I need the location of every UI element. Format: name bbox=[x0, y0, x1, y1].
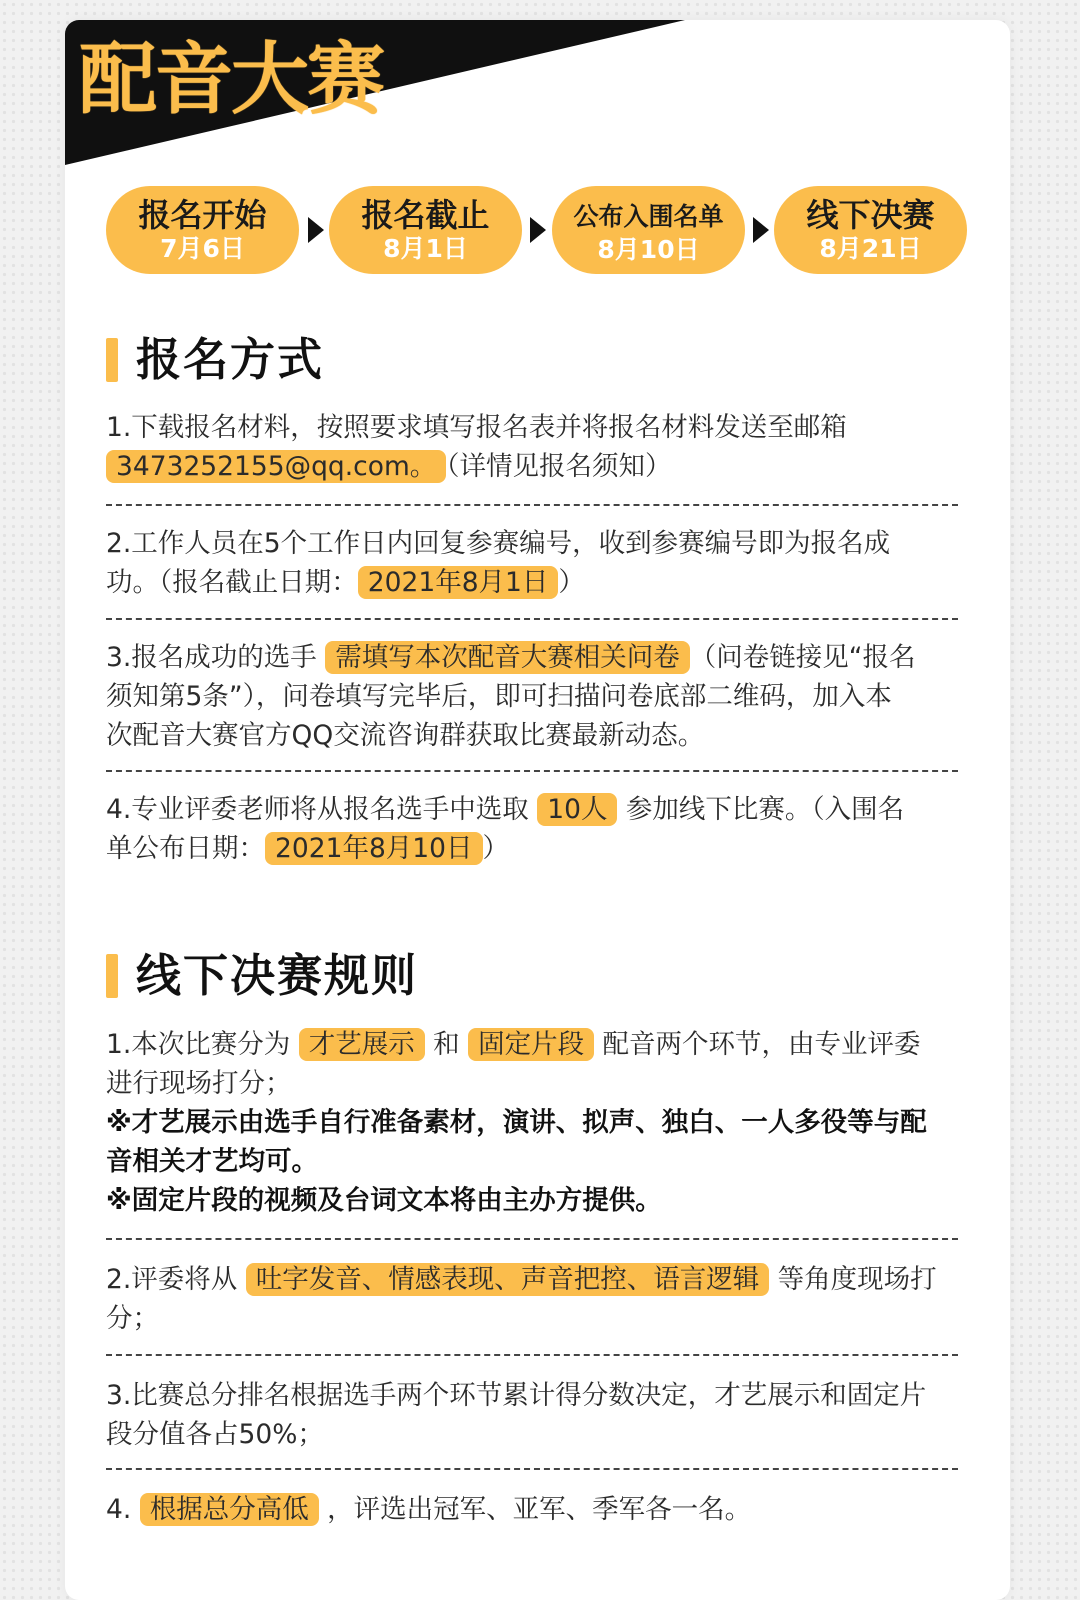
heading-accent-bar bbox=[106, 338, 118, 382]
email-highlight: 3473252155@qq.com。 bbox=[106, 450, 446, 483]
text: 配音两个环节，由专业评委 bbox=[602, 1029, 921, 1060]
talent-highlight: 才艺展示 bbox=[299, 1028, 425, 1061]
text-line: 段分值各占50%； bbox=[106, 1419, 324, 1450]
timeline-label: 报名截止 bbox=[361, 196, 490, 234]
note-line: ※才艺展示由选手自行准备素材，演讲、拟声、独白、一人多役等与配 bbox=[106, 1107, 927, 1138]
text: 3.报名成功的选手 bbox=[106, 642, 317, 673]
heading-text: 线下决赛规则 bbox=[136, 949, 419, 1002]
text: ，评选出冠军、亚军、季军各一名。 bbox=[327, 1494, 752, 1525]
registration-item-3 bbox=[106, 638, 961, 755]
registration-item-4 bbox=[106, 790, 961, 868]
timeline-date: 8月10日 bbox=[597, 235, 700, 264]
timeline-label: 线下决赛 bbox=[806, 196, 935, 234]
count-highlight: 10人 bbox=[537, 793, 617, 826]
timeline-step-registration-end bbox=[329, 186, 522, 274]
dashed-divider bbox=[106, 1238, 958, 1240]
arrow-right-icon bbox=[530, 217, 546, 243]
criteria-highlight: 吐字发音、情感表现、声音把控、语言逻辑 bbox=[246, 1263, 770, 1296]
timeline-date: 7月6日 bbox=[160, 234, 245, 263]
poster-card bbox=[65, 20, 1010, 1600]
text-line: 1.下载报名材料，按照要求填写报名表并将报名材料发送至邮箱 bbox=[106, 412, 847, 443]
heading-accent-bar bbox=[106, 954, 118, 998]
rules-item-4 bbox=[106, 1490, 961, 1529]
timeline-label: 公布入围名单 bbox=[573, 202, 724, 231]
dashed-divider bbox=[106, 1468, 958, 1470]
dashed-divider bbox=[106, 770, 958, 772]
dashed-divider bbox=[106, 504, 958, 506]
date-highlight: 2021年8月1日 bbox=[358, 566, 559, 599]
registration-item-2 bbox=[106, 524, 961, 602]
text: 单公布日期： bbox=[106, 833, 265, 864]
text-line: 分； bbox=[106, 1303, 159, 1334]
heading-text: 报名方式 bbox=[136, 333, 325, 386]
rules-item-3 bbox=[106, 1376, 961, 1454]
text: 1.本次比赛分为 bbox=[106, 1029, 291, 1060]
text: ） bbox=[482, 833, 510, 864]
date-highlight: 2021年8月10日 bbox=[265, 832, 483, 865]
timeline-step-shortlist bbox=[552, 186, 745, 274]
text: （详情见报名须知） bbox=[446, 451, 672, 482]
timeline-date: 8月1日 bbox=[383, 234, 468, 263]
text: ） bbox=[558, 567, 585, 598]
text: 功。（报名截止日期： bbox=[106, 567, 358, 598]
text-line: 须知第5条”），问卷填写完毕后，即可扫描问卷底部二维码，加入本 bbox=[106, 681, 892, 712]
text: 4.专业评委老师将从报名选手中选取 bbox=[106, 794, 529, 825]
text: （问卷链接见“报名 bbox=[689, 642, 916, 673]
timeline-label: 报名开始 bbox=[138, 196, 267, 234]
text-line: 3.比赛总分排名根据选手两个环节累计得分数决定，才艺展示和固定片 bbox=[106, 1380, 927, 1411]
text: 4. bbox=[106, 1494, 132, 1525]
rules-item-2 bbox=[106, 1260, 961, 1338]
fixed-clip-highlight: 固定片段 bbox=[468, 1028, 594, 1061]
page-title: 配音大赛 bbox=[79, 35, 384, 125]
text-line: 2.工作人员在5个工作日内回复参赛编号，收到参赛编号即为报名成 bbox=[106, 528, 891, 559]
timeline-date: 8月21日 bbox=[819, 234, 922, 263]
timeline bbox=[106, 186, 976, 276]
rules-item-1 bbox=[106, 1025, 961, 1220]
text: 和 bbox=[433, 1029, 460, 1060]
timeline-step-final bbox=[774, 186, 967, 274]
note-line: ※固定片段的视频及台词文本将由主办方提供。 bbox=[106, 1185, 662, 1216]
dashed-divider bbox=[106, 618, 958, 620]
score-highlight: 根据总分高低 bbox=[140, 1493, 319, 1526]
dashed-divider bbox=[106, 1354, 958, 1356]
timeline-step-registration-start bbox=[106, 186, 299, 274]
arrow-right-icon bbox=[308, 217, 324, 243]
text: 等角度现场打 bbox=[777, 1264, 937, 1295]
text-line: 进行现场打分； bbox=[106, 1068, 292, 1099]
text: 参加线下比赛。（入围名 bbox=[625, 794, 905, 825]
registration-item-1 bbox=[106, 408, 961, 486]
note-line: 音相关才艺均可。 bbox=[106, 1146, 318, 1177]
text: 2.评委将从 bbox=[106, 1264, 238, 1295]
questionnaire-highlight: 需填写本次配音大赛相关问卷 bbox=[325, 641, 690, 674]
arrow-right-icon bbox=[753, 217, 769, 243]
text-line: 次配音大赛官方QQ交流咨询群获取比赛最新动态。 bbox=[106, 720, 705, 751]
